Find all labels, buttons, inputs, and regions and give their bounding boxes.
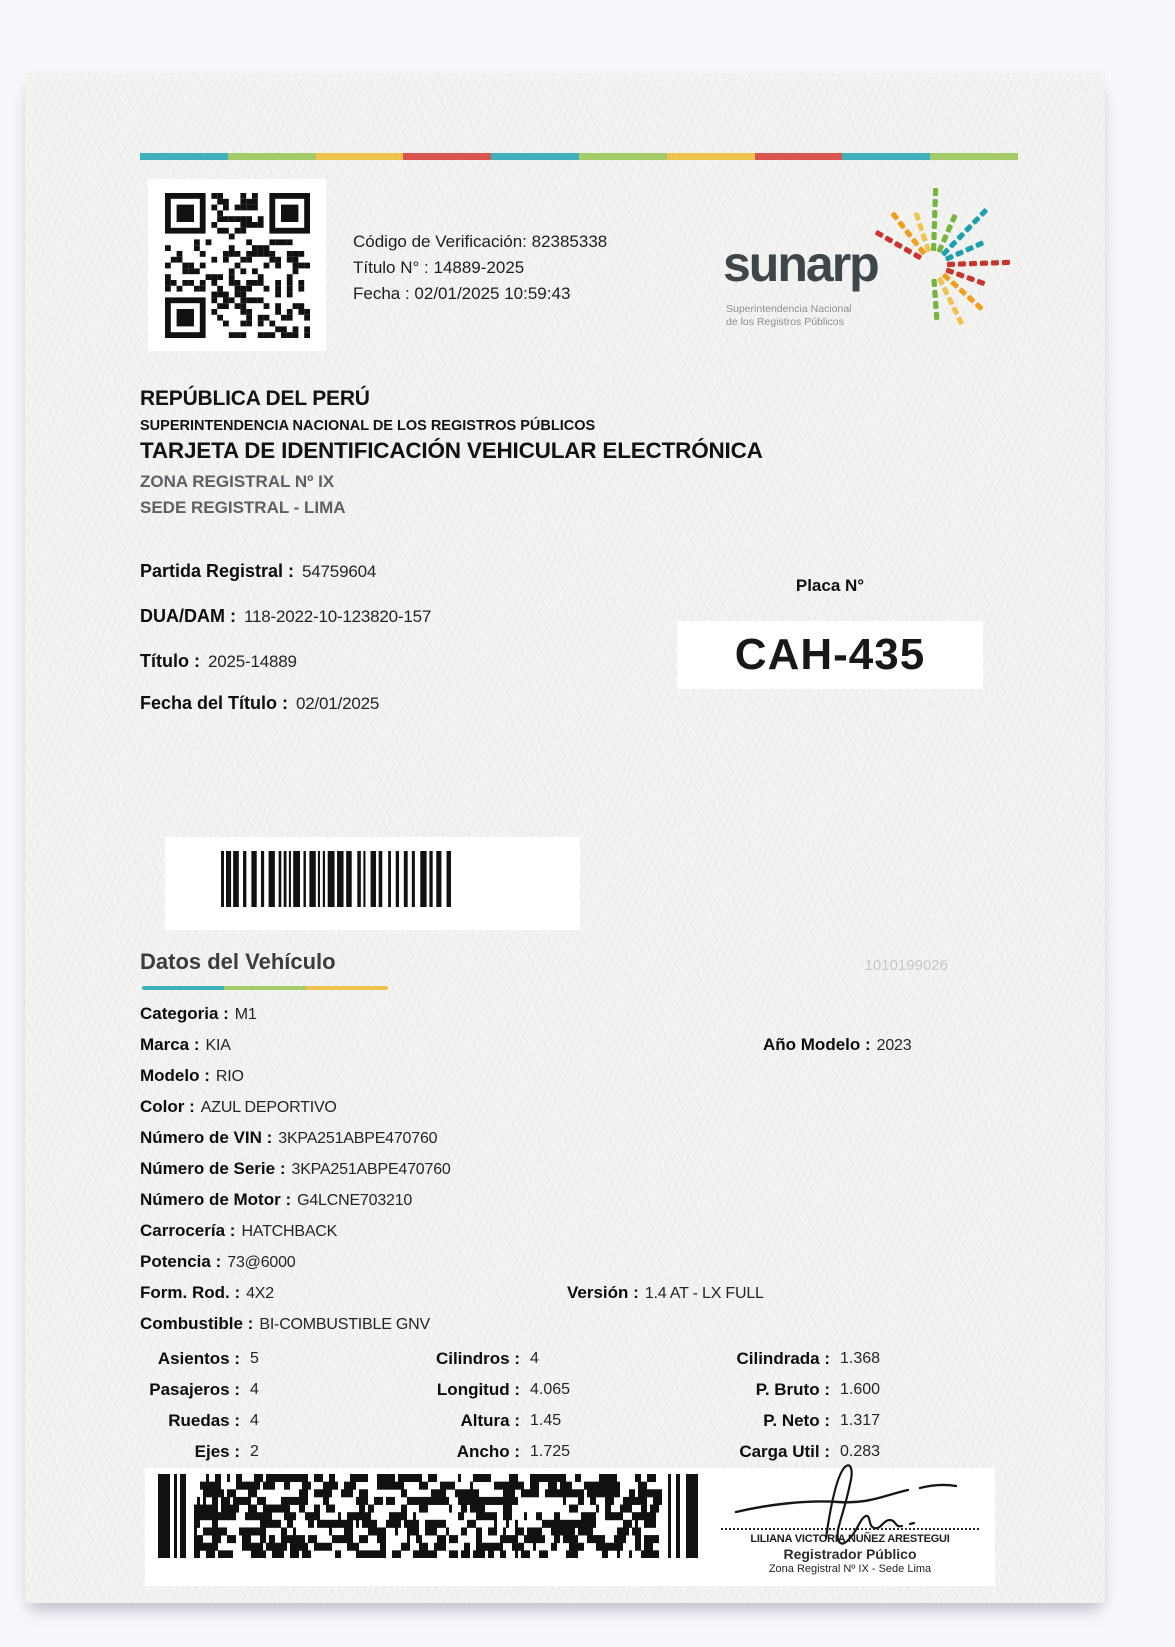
field-value: 73@6000 xyxy=(227,1254,296,1271)
field-label: Título : xyxy=(140,651,200,671)
registrar-name: LILIANA VICTORIA NUÑEZ ARESTEGUI xyxy=(750,1533,950,1545)
field-row xyxy=(140,1184,1020,1215)
field-row xyxy=(140,606,431,627)
qr-panel xyxy=(148,179,326,351)
spec-label: P. Neto : xyxy=(763,1410,830,1430)
sunarp-starburst xyxy=(855,173,1025,353)
field-label: Potencia : xyxy=(140,1252,222,1271)
spec-label: Altura : xyxy=(460,1410,520,1430)
field-label: Combustible : xyxy=(140,1314,254,1333)
verification-title-number: Título N° : 14889-2025 xyxy=(353,258,525,277)
spec-value: 1.600 xyxy=(840,1380,881,1398)
field-label: Número de Serie : xyxy=(140,1159,286,1178)
sunarp-logo-subtitle xyxy=(726,303,852,329)
field-row xyxy=(140,1277,1020,1308)
field-label: Modelo : xyxy=(140,1066,210,1085)
spec-value: 1.725 xyxy=(530,1442,571,1460)
spec-value: 4 xyxy=(250,1411,259,1429)
pdf417-panel xyxy=(145,1468,715,1586)
vehicle-specs-grid xyxy=(140,1343,930,1467)
field-label: Número de Motor : xyxy=(140,1190,292,1209)
verification-block xyxy=(353,229,607,307)
field-value: 118-2022-10-123820-157 xyxy=(244,607,432,626)
sunarp-logo-subtitle-line2: de los Registros Públicos xyxy=(726,316,844,328)
field-label: Fecha del Título : xyxy=(140,693,289,713)
field-label: Form. Rod. : xyxy=(140,1283,241,1302)
barcode-panel xyxy=(165,837,580,930)
spec-label: Ruedas : xyxy=(168,1410,240,1430)
field-value: HATCHBACK xyxy=(241,1223,338,1240)
registrar-role: Registrador Público xyxy=(783,1546,917,1562)
field-value: 54759604 xyxy=(302,562,377,581)
field-label: DUA/DAM : xyxy=(140,606,236,626)
registrar-zone: Zona Registral Nº IX - Sede Lima xyxy=(768,1563,932,1575)
field-value: AZUL DEPORTIVO xyxy=(200,1099,337,1116)
field-value: 4X2 xyxy=(246,1285,274,1302)
field-row xyxy=(140,1246,1020,1277)
field-value: 1.4 AT - LX FULL xyxy=(644,1285,764,1302)
version-pair xyxy=(567,1277,764,1309)
field-row xyxy=(140,1060,1020,1091)
field-label: Color : xyxy=(140,1097,195,1116)
field-label: Partida Registral : xyxy=(140,561,295,581)
spec-label: Longitud : xyxy=(436,1379,520,1399)
field-value: 2025-14889 xyxy=(207,652,297,671)
field-label: Marca : xyxy=(140,1035,200,1054)
field-label: Versión : xyxy=(567,1283,639,1302)
field-label: Carrocería : xyxy=(140,1221,236,1240)
year-model-pair xyxy=(763,1029,911,1061)
field-value: 3KPA251ABPE470760 xyxy=(291,1161,451,1178)
verification-code: Código de Verificación: 82385338 xyxy=(353,232,608,251)
spec-value: 2 xyxy=(250,1442,259,1460)
field-row xyxy=(140,998,1020,1029)
field-value: KIA xyxy=(205,1037,231,1054)
barcode-1d xyxy=(221,851,451,907)
spec-value: 4 xyxy=(250,1380,259,1398)
field-value: 02/01/2025 xyxy=(296,694,380,713)
signature-panel xyxy=(705,1468,995,1586)
field-value: M1 xyxy=(234,1006,257,1023)
vehicle-section-title: Datos del Vehículo xyxy=(140,949,336,974)
field-label: Número de VIN : xyxy=(140,1128,273,1147)
sunarp-logo-subtitle-line1: Superintendencia Nacional xyxy=(726,303,852,315)
field-label: Categoria : xyxy=(140,1004,229,1023)
watermark-number: 1010199026 xyxy=(864,957,948,974)
section-underline xyxy=(142,986,388,990)
field-label: Año Modelo : xyxy=(763,1035,871,1054)
plate-number: CAH-435 xyxy=(734,630,926,679)
spec-label: Asientos : xyxy=(157,1348,240,1368)
field-value: BI-COMBUSTIBLE GNV xyxy=(259,1316,430,1333)
field-row xyxy=(140,1091,1020,1122)
pdf417-barcode xyxy=(158,1474,698,1558)
qr-code xyxy=(165,193,310,338)
field-row xyxy=(140,561,376,582)
field-value: G4LCNE703210 xyxy=(297,1192,413,1209)
org-title: SUPERINTENDENCIA NACIONAL DE LOS REGISTROS PÚBLICOS xyxy=(140,418,596,434)
spec-label: Pasajeros : xyxy=(149,1379,240,1399)
spec-label: P. Bruto : xyxy=(755,1379,830,1399)
spec-label: Carga Util : xyxy=(739,1441,830,1461)
field-row xyxy=(140,651,297,672)
spec-value: 4.065 xyxy=(530,1380,571,1398)
plate-number-box xyxy=(677,621,983,689)
spec-label: Ancho : xyxy=(456,1441,520,1461)
field-row xyxy=(140,1215,1020,1246)
spec-value: 1.368 xyxy=(840,1349,881,1367)
verification-date: Fecha : 02/01/2025 10:59:43 xyxy=(353,284,571,303)
field-value: RIO xyxy=(215,1068,244,1085)
vehicle-card-document xyxy=(25,73,1105,1603)
spec-value: 1.45 xyxy=(530,1411,562,1429)
signature-dotted-line xyxy=(721,1528,979,1530)
spec-value: 1.317 xyxy=(840,1411,881,1429)
spec-label: Cilindros : xyxy=(435,1348,520,1368)
field-row xyxy=(140,693,379,714)
republic-title: REPÚBLICA DEL PERÚ xyxy=(140,387,370,410)
spec-value: 0.283 xyxy=(840,1442,881,1460)
field-row xyxy=(140,1308,1020,1339)
decorative-stripe xyxy=(140,153,1018,160)
spec-value: 5 xyxy=(250,1349,259,1367)
plate-label: Placa N° xyxy=(795,576,865,595)
spec-label: Ejes : xyxy=(194,1441,240,1461)
zone-registral: ZONA REGISTRAL Nº IX xyxy=(140,472,335,491)
field-row xyxy=(140,1029,1020,1060)
sunarp-logo-wordmark: sunarp xyxy=(723,236,878,292)
spec-label: Cilindrada : xyxy=(736,1348,830,1368)
sede-registral: SEDE REGISTRAL - LIMA xyxy=(140,498,346,517)
card-title: TARJETA DE IDENTIFICACIÓN VEHICULAR ELECTRÓNICA xyxy=(140,438,763,463)
spec-value: 4 xyxy=(530,1349,539,1367)
field-row xyxy=(140,1153,1020,1184)
field-value: 2023 xyxy=(876,1037,912,1054)
field-value: 3KPA251ABPE470760 xyxy=(278,1130,438,1147)
field-row xyxy=(140,1122,1020,1153)
